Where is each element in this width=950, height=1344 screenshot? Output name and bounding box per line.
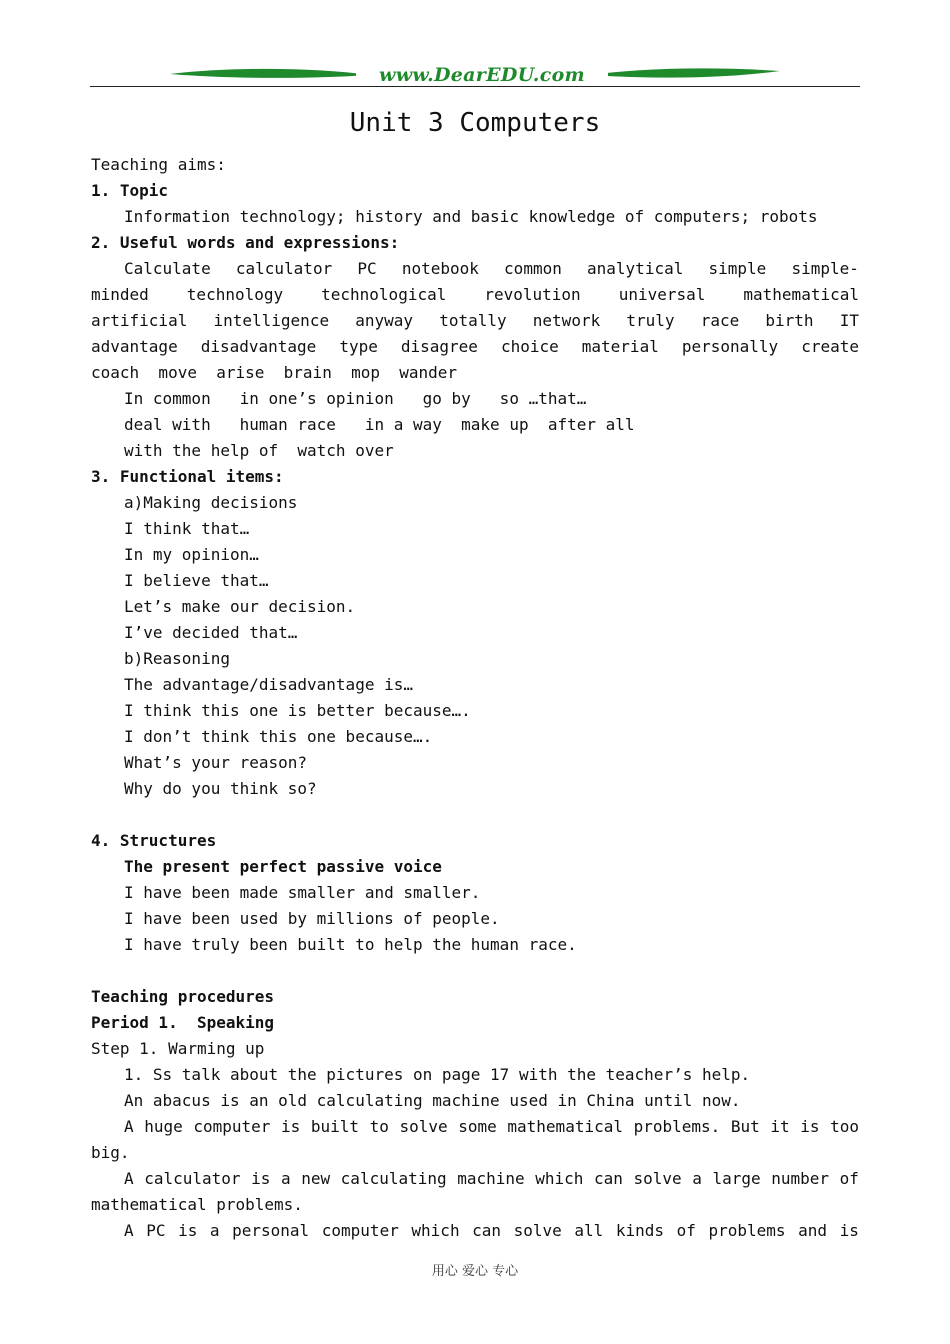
word: solve	[513, 1221, 562, 1240]
site-logo: www.DearEDU.com	[356, 64, 608, 86]
word: mathematical	[743, 285, 859, 304]
word: type	[339, 337, 378, 356]
word: disagree	[400, 337, 478, 356]
word: some	[458, 1117, 497, 1136]
teaching-aims-label: Teaching aims:	[91, 155, 226, 174]
phrases-line-2: deal with human race in a way make up after all	[124, 415, 635, 434]
word: birth	[765, 311, 814, 330]
right-swoosh-decoration	[590, 65, 780, 83]
word: technology	[186, 285, 284, 304]
word: built	[310, 1117, 360, 1136]
word: Calculate	[124, 259, 211, 278]
functional-line: I don’t think this one because….	[124, 727, 433, 746]
word: is	[800, 1117, 820, 1136]
word: universal	[618, 285, 706, 304]
page-footer: 用心 爱心 专心	[431, 1264, 519, 1279]
word: PC	[357, 259, 377, 278]
word: disadvantage	[200, 337, 317, 356]
word: create	[801, 337, 859, 356]
structure-example: I have truly been built to help the human race.	[124, 935, 577, 954]
functional-line: What’s your reason?	[124, 753, 308, 772]
word: notebook	[401, 259, 479, 278]
word: solve	[633, 1169, 682, 1188]
word: truly	[626, 311, 675, 330]
word: machine	[457, 1169, 525, 1188]
word: computer	[321, 1221, 399, 1240]
word: technological	[321, 285, 447, 304]
step-heading: Step 1. Warming up	[91, 1039, 265, 1058]
word: a	[209, 1221, 220, 1240]
pc-line-1	[124, 1218, 859, 1244]
functional-line: I believe that…	[124, 571, 269, 590]
words-row-1	[124, 256, 859, 282]
word: mathematical	[507, 1117, 623, 1136]
words-heading: 2. Useful words and expressions:	[91, 233, 400, 252]
procedure-item: 1. Ss talk about the pictures on page 17 with the teacher’s help.	[124, 1065, 751, 1084]
word: can	[472, 1221, 502, 1240]
functional-line: Let’s make our decision.	[124, 597, 356, 616]
word: simple	[708, 259, 767, 278]
period-heading: Period 1. Speaking	[91, 1013, 275, 1032]
word: is	[251, 1169, 271, 1188]
word: common	[504, 259, 562, 278]
word: calculating	[340, 1169, 447, 1188]
word: computer	[193, 1117, 271, 1136]
word: IT	[839, 311, 859, 330]
word: network	[532, 311, 601, 330]
header-rule	[90, 86, 860, 87]
word: is	[281, 1117, 301, 1136]
functional-line: I think this one is better because….	[124, 701, 471, 720]
word: problems	[708, 1221, 786, 1240]
word: calculator	[144, 1169, 241, 1188]
word: which	[411, 1221, 460, 1240]
left-swoosh-decoration	[170, 65, 370, 83]
topic-heading: 1. Topic	[91, 181, 169, 200]
word: of	[676, 1221, 696, 1240]
word: a	[280, 1169, 291, 1188]
page-title: Unit 3 Computers	[349, 108, 601, 138]
page-header	[90, 62, 860, 92]
word: kinds	[615, 1221, 665, 1240]
calculator-line-1	[124, 1166, 859, 1192]
word: race	[700, 311, 740, 330]
structures-heading: 4. Structures	[91, 831, 217, 850]
structures-subheading: The present perfect passive voice	[124, 857, 442, 876]
functional-line: In my opinion…	[124, 545, 259, 564]
functional-line: a)Making decisions	[124, 493, 298, 512]
word: is	[178, 1221, 198, 1240]
word: too	[830, 1117, 859, 1136]
word: intelligence	[213, 311, 330, 330]
word: material	[581, 337, 659, 356]
word: which	[535, 1169, 584, 1188]
word: new	[301, 1169, 331, 1188]
huge-computer-line-2: big.	[91, 1143, 130, 1162]
functional-line: b)Reasoning	[124, 649, 230, 668]
word: it	[770, 1117, 790, 1136]
word: large	[712, 1169, 761, 1188]
words-row-2	[91, 282, 859, 308]
structure-example: I have been made smaller and smaller.	[124, 883, 481, 902]
word: anyway	[355, 311, 414, 330]
words-row-4	[91, 334, 859, 360]
word: personally	[681, 337, 779, 356]
word: problems.	[633, 1117, 721, 1136]
words-row-3	[91, 308, 859, 334]
word: analytical	[587, 259, 684, 278]
huge-computer-line-1	[124, 1114, 859, 1140]
functional-line: The advantage/disadvantage is…	[124, 675, 413, 694]
functional-heading: 3. Functional items:	[91, 467, 284, 486]
topic-text: Information technology; history and basic knowledge of computers; robots	[124, 207, 818, 226]
procedures-heading: Teaching procedures	[91, 987, 275, 1006]
word: to	[369, 1117, 389, 1136]
word: revolution	[484, 285, 581, 304]
functional-line: I think that…	[124, 519, 250, 538]
word: solve	[399, 1117, 448, 1136]
word: is	[839, 1221, 859, 1240]
word: minded	[91, 285, 149, 304]
structure-example: I have been used by millions of people.	[124, 909, 500, 928]
word: PC	[146, 1221, 166, 1240]
functional-line: Why do you think so?	[124, 779, 317, 798]
word: personal	[232, 1221, 310, 1240]
words-row-5: coach move arise brain mop wander	[91, 363, 458, 382]
word: all	[574, 1221, 604, 1240]
functional-line: I’ve decided that…	[124, 623, 298, 642]
word: But	[730, 1117, 760, 1136]
word: A	[124, 1221, 134, 1240]
word: and	[798, 1221, 828, 1240]
word: can	[593, 1169, 623, 1188]
phrases-line-1: In common in one’s opinion go by so …that…	[124, 389, 587, 408]
word: number	[771, 1169, 829, 1188]
word: of	[839, 1169, 859, 1188]
word: A	[124, 1117, 134, 1136]
word: huge	[144, 1117, 183, 1136]
calculator-line-2: mathematical problems.	[91, 1195, 303, 1214]
word: a	[692, 1169, 702, 1188]
word: calculator	[235, 259, 333, 278]
word: choice	[500, 337, 559, 356]
word: artificial	[91, 311, 188, 330]
word: totally	[439, 311, 507, 330]
word: A	[124, 1169, 134, 1188]
word: advantage	[91, 337, 178, 356]
word: simple-	[791, 259, 859, 278]
phrases-line-3: with the help of watch over	[124, 441, 394, 460]
abacus-sentence: An abacus is an old calculating machine used in China until now.	[124, 1091, 741, 1110]
